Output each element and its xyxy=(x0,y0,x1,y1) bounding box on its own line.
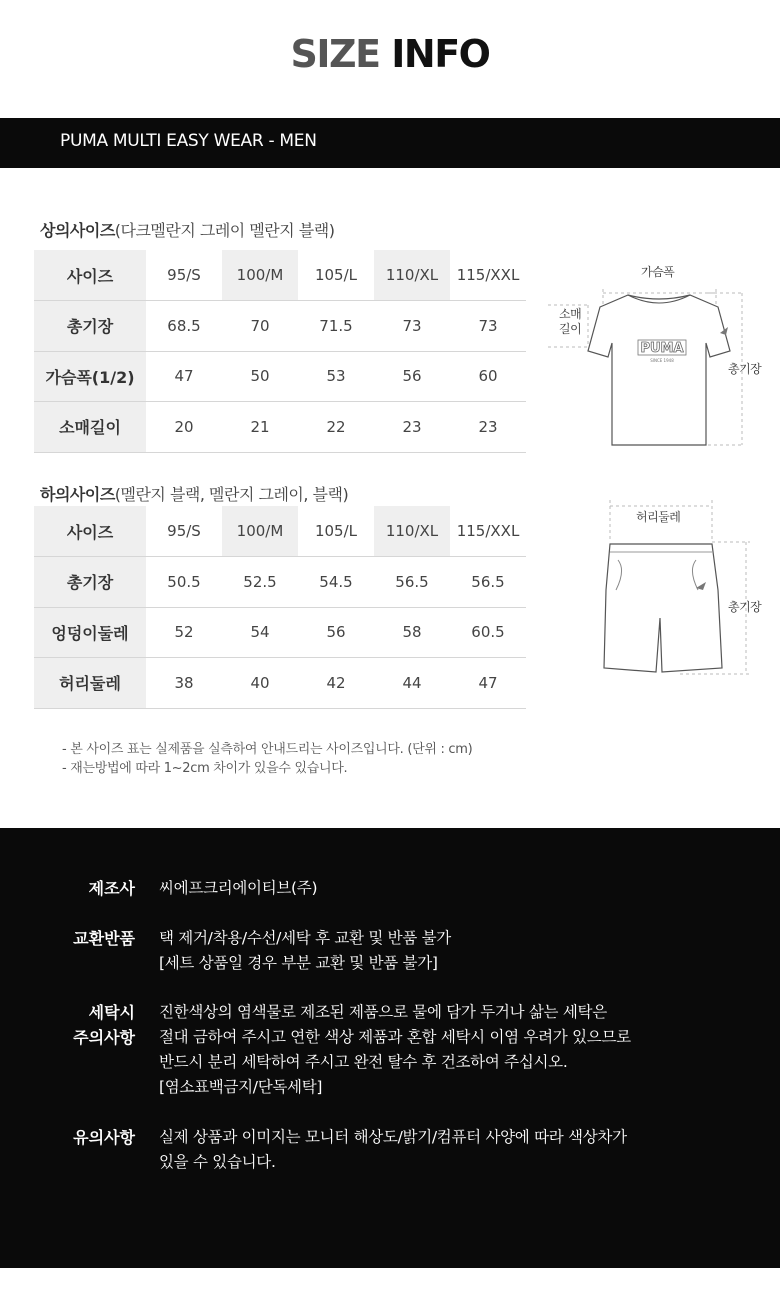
info-key-line: 교환반품 xyxy=(73,929,135,948)
table-cell: 22 xyxy=(298,402,374,453)
size-notes xyxy=(62,740,472,778)
info-value xyxy=(159,1000,631,1100)
bottom-length-label: 총기장 xyxy=(728,600,762,614)
table-cell: 105/L xyxy=(298,506,374,557)
info-key-line: 세탁시 xyxy=(88,1003,135,1022)
product-band xyxy=(0,118,780,168)
table-cell: 68.5 xyxy=(146,301,222,352)
table-cell: 21 xyxy=(222,402,298,453)
info-value-line: 택 제거/착용/수선/세탁 후 교환 및 반품 불가 xyxy=(159,929,451,947)
bottom-heading-colors: (멜란지 블랙, 멜란지 그레이, 블랙) xyxy=(114,485,349,504)
table-cell: 20 xyxy=(146,402,222,453)
table-cell: 52 xyxy=(146,607,222,658)
table-cell: 56 xyxy=(374,351,450,402)
info-value-line: 씨에프크리에이티브(주) xyxy=(159,879,318,897)
chest-width-label: 가슴폭 xyxy=(641,265,675,279)
shorts-diagram xyxy=(596,500,756,680)
row-label: 엉덩이둘레 xyxy=(34,607,146,658)
table-cell: 115/XXL xyxy=(450,250,526,301)
table-cell: 115/XXL xyxy=(450,506,526,557)
table-cell: 40 xyxy=(222,658,298,709)
note-line: - 재는방법에 따라 1~2cm 차이가 있을수 있습니다. xyxy=(62,761,348,776)
info-key xyxy=(73,926,135,951)
title-info: INFO xyxy=(391,32,490,76)
info-value-line: 진한색상의 염색물로 제조된 제품으로 물에 담가 두거나 삶는 세탁은 xyxy=(159,1003,607,1021)
tshirt-logo: PUMA xyxy=(640,341,684,356)
table-row xyxy=(34,506,526,557)
table-cell: 47 xyxy=(450,658,526,709)
table-cell: 70 xyxy=(222,301,298,352)
info-value-line: 절대 금하여 주시고 연한 색상 제품과 혼합 세탁시 이염 우려가 있으므로 xyxy=(159,1028,631,1046)
table-row xyxy=(34,402,526,453)
table-cell: 73 xyxy=(374,301,450,352)
table-cell: 95/S xyxy=(146,250,222,301)
info-value-line: [염소표백금지/단독세탁] xyxy=(159,1078,323,1096)
bottom-heading-bold: 하의사이즈 xyxy=(40,485,115,504)
top-heading-colors: (다크멜란지 그레이 멜란지 블랙) xyxy=(114,221,335,240)
table-cell: 71.5 xyxy=(298,301,374,352)
bottom-size-table xyxy=(34,506,526,709)
sleeve-label-2: 길이 xyxy=(559,322,582,336)
info-key xyxy=(73,1125,135,1150)
info-value xyxy=(159,1125,627,1175)
info-key xyxy=(73,1000,135,1050)
table-cell: 56.5 xyxy=(374,557,450,608)
row-label: 허리둘레 xyxy=(34,658,146,709)
table-cell: 56.5 xyxy=(450,557,526,608)
table-cell: 23 xyxy=(374,402,450,453)
table-cell: 38 xyxy=(146,658,222,709)
table-cell: 44 xyxy=(374,658,450,709)
table-row xyxy=(34,351,526,402)
info-key-line: 제조사 xyxy=(88,879,135,898)
table-row xyxy=(34,250,526,301)
info-value xyxy=(159,926,451,976)
top-heading-bold: 상의사이즈 xyxy=(40,221,115,240)
table-cell: 58 xyxy=(374,607,450,658)
table-cell: 105/L xyxy=(298,250,374,301)
row-label: 사이즈 xyxy=(34,250,146,301)
table-cell: 53 xyxy=(298,351,374,402)
top-size-table xyxy=(34,250,526,453)
info-value-line: 반드시 분리 세탁하여 주시고 완전 탈수 후 건조하여 주십시오. xyxy=(159,1053,568,1071)
table-cell: 42 xyxy=(298,658,374,709)
table-cell: 47 xyxy=(146,351,222,402)
sleeve-label-1: 소매 xyxy=(559,307,582,321)
product-name: PUMA MULTI EASY WEAR - MEN xyxy=(60,131,317,151)
table-cell: 23 xyxy=(450,402,526,453)
info-value-line: [세트 상품일 경우 부분 교환 및 반품 불가] xyxy=(159,954,438,972)
row-label: 소매길이 xyxy=(34,402,146,453)
table-cell: 56 xyxy=(298,607,374,658)
info-key-line: 주의사항 xyxy=(73,1028,135,1047)
table-row xyxy=(34,301,526,352)
product-info-footer xyxy=(0,828,780,1268)
note-line: - 본 사이즈 표는 실제품을 실측하여 안내드리는 사이즈입니다. (단위 : cm) xyxy=(62,742,473,757)
table-cell: 52.5 xyxy=(222,557,298,608)
info-value-line: 있을 수 있습니다. xyxy=(159,1153,276,1171)
table-cell: 60 xyxy=(450,351,526,402)
table-cell: 73 xyxy=(450,301,526,352)
info-key-line: 유의사항 xyxy=(73,1128,135,1147)
table-cell: 50 xyxy=(222,351,298,402)
top-size-heading xyxy=(40,218,334,241)
info-value xyxy=(159,876,317,901)
table-row xyxy=(34,557,526,608)
table-cell: 100/M xyxy=(222,506,298,557)
info-key xyxy=(89,876,135,901)
bottom-size-heading xyxy=(40,482,348,505)
table-cell: 50.5 xyxy=(146,557,222,608)
table-cell: 54 xyxy=(222,607,298,658)
waist-label: 허리둘레 xyxy=(636,510,681,524)
page-title xyxy=(0,30,780,78)
table-cell: 95/S xyxy=(146,506,222,557)
row-label: 총기장 xyxy=(34,557,146,608)
tshirt-logo-sub: SINCE 1948 xyxy=(650,358,674,363)
table-cell: 110/XL xyxy=(374,506,450,557)
row-label: 총기장 xyxy=(34,301,146,352)
top-length-label: 총기장 xyxy=(728,362,762,376)
title-size: SIZE xyxy=(290,32,380,76)
table-cell: 110/XL xyxy=(374,250,450,301)
table-row xyxy=(34,658,526,709)
table-row xyxy=(34,607,526,658)
info-value-line: 실제 상품과 이미지는 모니터 해상도/밝기/컴퓨터 사양에 따라 색상차가 xyxy=(159,1128,627,1146)
table-cell: 100/M xyxy=(222,250,298,301)
row-label: 사이즈 xyxy=(34,506,146,557)
row-label: 가슴폭(1/2) xyxy=(34,351,146,402)
table-cell: 60.5 xyxy=(450,607,526,658)
table-cell: 54.5 xyxy=(298,557,374,608)
